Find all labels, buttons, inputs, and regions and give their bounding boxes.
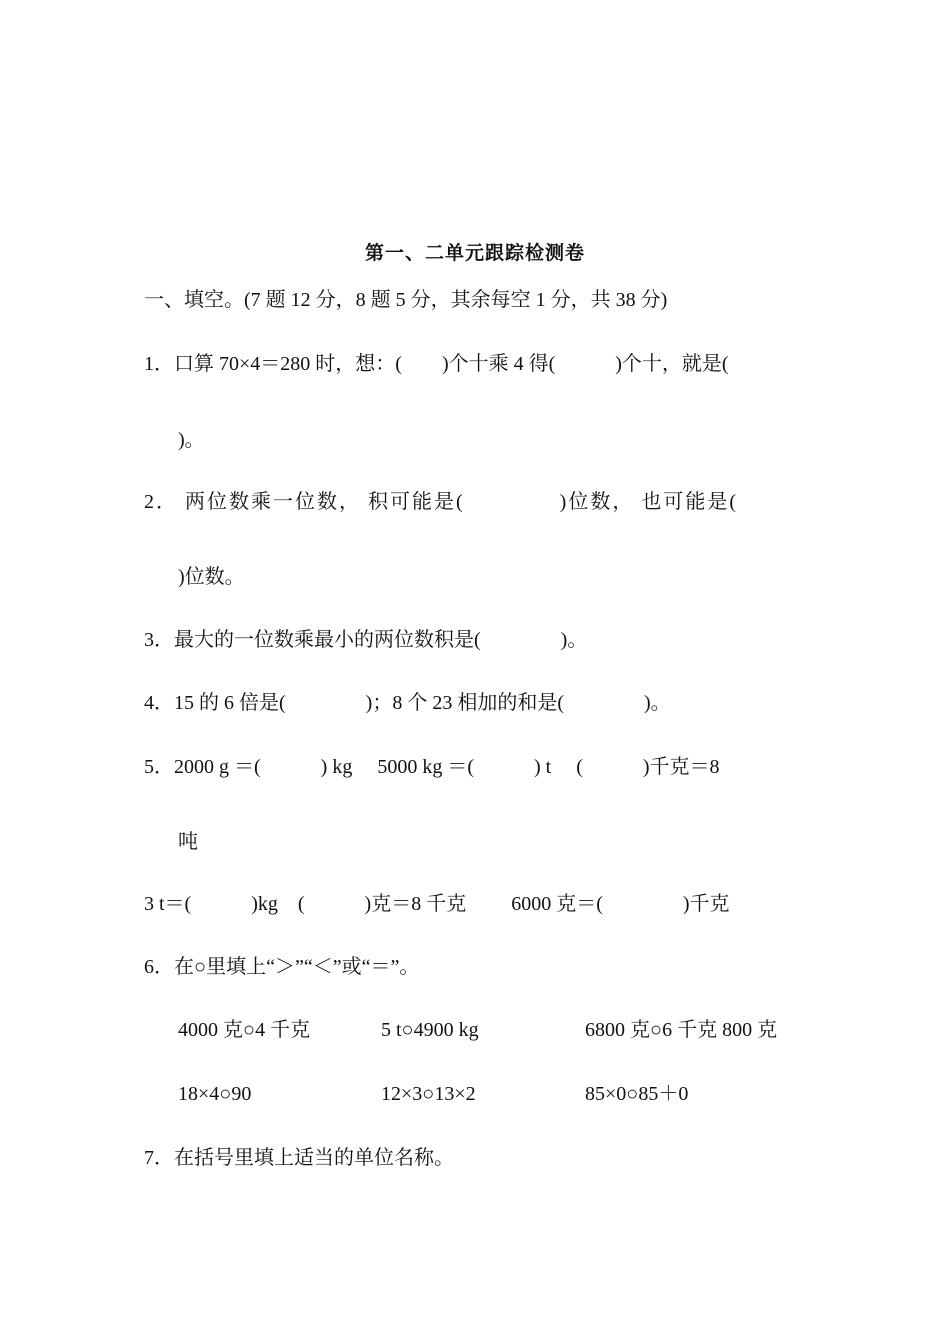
question-5-line-2: 吨	[178, 831, 198, 853]
question-5-line-3: 3 t＝( )kg ( )克＝8 千克 6000 克＝( )千克	[144, 893, 730, 915]
question-6-item: 4000 克○4 千克	[178, 1019, 311, 1041]
question-6-prompt: 6．在○里填上“＞”“＜”或“＝”。	[144, 956, 420, 978]
page-title: 第一、二单元跟踪检测卷	[364, 243, 585, 264]
question-6-item: 12×3○13×2	[381, 1083, 476, 1105]
question-7: 7．在括号里填上适当的单位名称。	[144, 1147, 454, 1169]
question-6-item: 6800 克○6 千克 800 克	[585, 1019, 778, 1041]
question-4: 4．15 的 6 倍是( )；8 个 23 相加的和是( )。	[144, 692, 671, 714]
question-3: 3．最大的一位数乘最小的两位数积是( )。	[144, 629, 588, 651]
section-heading: 一、填空。(7 题 12 分，8 题 5 分，其余每空 1 分，共 38 分)	[144, 289, 668, 311]
question-6-item: 5 t○4900 kg	[381, 1019, 479, 1041]
question-1-line-1: 1．口算 70×4＝280 时，想：( )个十乘 4 得( )个十，就是(	[144, 353, 729, 375]
question-1-line-2: )。	[178, 429, 205, 451]
question-6-item: 18×4○90	[178, 1083, 252, 1105]
question-5-line-1: 5．2000 g ＝( ) kg 5000 kg ＝( ) t ( )千克＝8	[144, 756, 720, 778]
question-2-line-2: )位数。	[178, 566, 245, 588]
question-6-item: 85×0○85＋0	[585, 1083, 689, 1105]
question-2-line-1: 2． 两位数乘一位数， 积可能是( )位数， 也可能是(	[144, 491, 738, 513]
